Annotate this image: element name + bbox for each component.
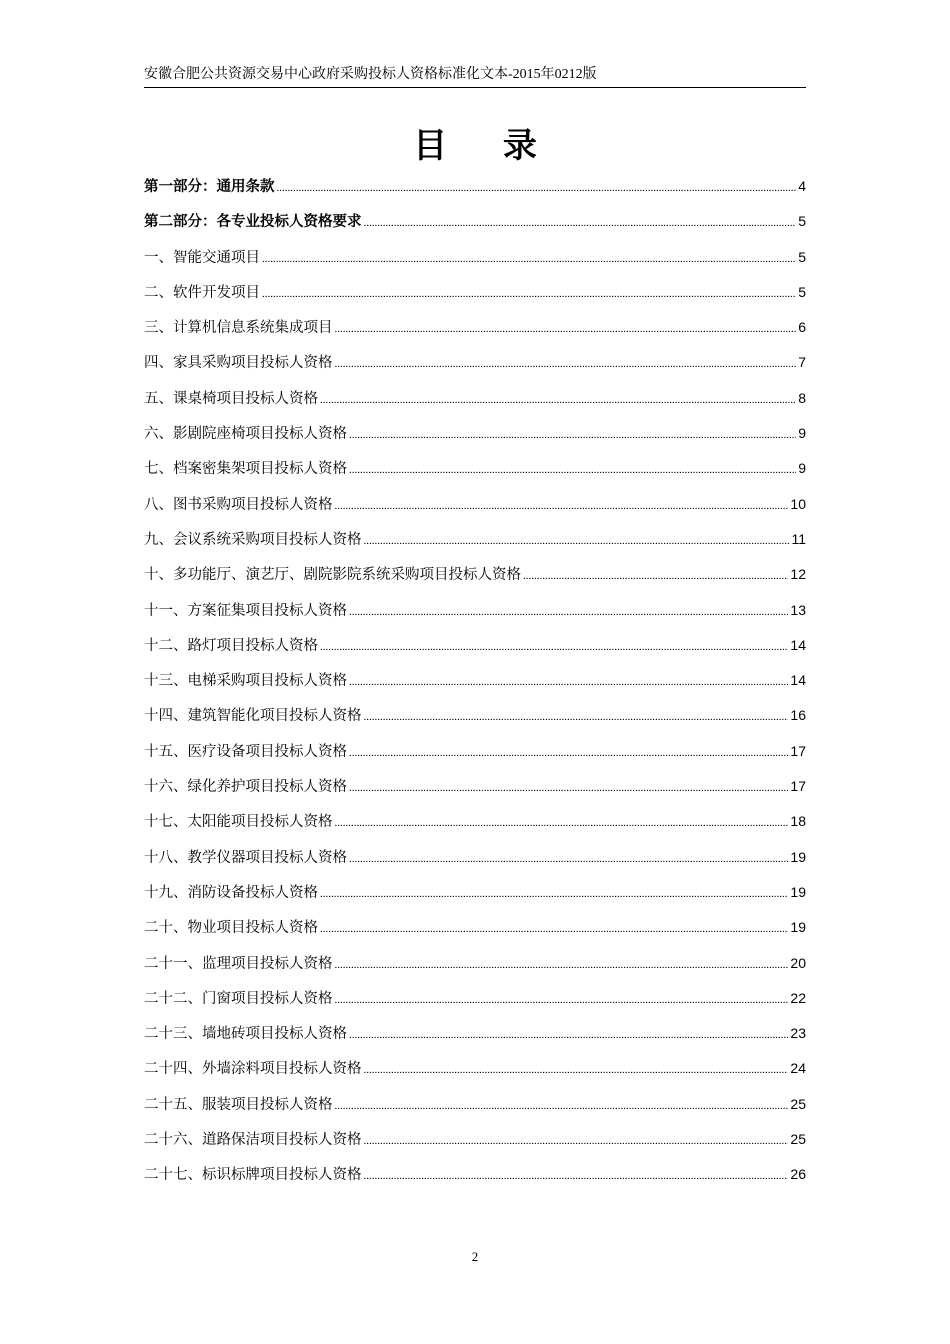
toc-entry-label: 七、档案密集架项目投标人资格: [144, 461, 347, 478]
toc-entry-page: 13: [790, 601, 806, 618]
toc-dot-leader: [277, 176, 797, 200]
toc-entry-label: 十三、电梯采购项目投标人资格: [144, 673, 347, 690]
toc-dot-leader: [320, 635, 788, 659]
toc-dot-leader: [335, 1094, 789, 1118]
toc-entry-label: 五、课桌椅项目投标人资格: [144, 390, 318, 407]
toc-entry-label: 九、会议系统采购项目投标人资格: [144, 531, 362, 548]
toc-dot-leader: [320, 917, 788, 941]
toc-dot-leader: [364, 705, 789, 729]
toc-entry-label: 十七、太阳能项目投标人资格: [144, 814, 333, 831]
toc-dot-leader: [364, 1129, 789, 1153]
toc-entry-label: 十、多功能厅、演艺厅、剧院影院系统采购项目投标人资格: [144, 567, 521, 584]
toc-entry-page: 17: [790, 742, 806, 759]
toc-dot-leader: [364, 529, 790, 553]
toc-dot-leader: [349, 1023, 788, 1047]
toc-entry-label: 十六、绿化养护项目投标人资格: [144, 779, 347, 796]
toc-entry[interactable]: [144, 350, 806, 385]
header-divider: [144, 87, 806, 88]
toc-entry-label: 十九、消防设备投标人资格: [144, 884, 318, 901]
toc-entry[interactable]: [144, 315, 806, 350]
toc-entry[interactable]: [144, 527, 806, 562]
toc-entry-label: 二十六、道路保洁项目投标人资格: [144, 1132, 362, 1149]
toc-entry[interactable]: [144, 1127, 806, 1162]
toc-entry-page: 9: [798, 425, 806, 442]
toc-entry-label: 十八、教学仪器项目投标人资格: [144, 849, 347, 866]
toc-dot-leader: [349, 670, 788, 694]
toc-entry-page: 25: [790, 1095, 806, 1112]
toc-dot-leader: [364, 1164, 789, 1188]
toc-entry-page: 7: [798, 354, 806, 371]
toc-entry[interactable]: [144, 386, 806, 421]
toc-entry[interactable]: [144, 562, 806, 597]
toc-entry-page: 22: [790, 989, 806, 1006]
toc-dot-leader: [335, 811, 789, 835]
toc-entry-page: 9: [798, 460, 806, 477]
page-number: 2: [471, 1249, 479, 1264]
toc-entry-page: 5: [798, 283, 806, 300]
toc-entry[interactable]: [144, 915, 806, 950]
toc-dot-leader: [335, 988, 789, 1012]
toc-entry-page: 14: [790, 636, 806, 653]
toc-dot-leader: [335, 953, 789, 977]
toc-entry-label: 十一、方案征集项目投标人资格: [144, 602, 347, 619]
toc-entry[interactable]: [144, 209, 806, 244]
toc-entry-label: 二十五、服装项目投标人资格: [144, 1096, 333, 1113]
toc-entry[interactable]: [144, 456, 806, 491]
toc-dot-leader: [320, 388, 796, 412]
toc-entry[interactable]: [144, 633, 806, 668]
toc-entry-page: 24: [790, 1060, 806, 1077]
toc-entry[interactable]: [144, 1092, 806, 1127]
toc-entry-page: 20: [790, 954, 806, 971]
toc-dot-leader: [349, 776, 788, 800]
toc-entry-page: 19: [790, 848, 806, 865]
toc-entry-label: 第一部分：通用条款: [144, 179, 275, 195]
toc-entry[interactable]: [144, 245, 806, 280]
toc-entry[interactable]: [144, 598, 806, 633]
toc-dot-leader: [349, 600, 788, 624]
toc-entry-page: 17: [790, 778, 806, 795]
toc-dot-leader: [523, 564, 788, 588]
toc-entry[interactable]: [144, 1021, 806, 1056]
toc-dot-leader: [349, 423, 796, 447]
toc-dot-leader: [364, 1058, 789, 1082]
toc-entry[interactable]: [144, 880, 806, 915]
toc-entry-label: 第二部分：各专业投标人资格要求: [144, 214, 362, 231]
toc-dot-leader: [335, 352, 797, 376]
toc-entry-page: 18: [790, 813, 806, 830]
toc-entry-page: 10: [790, 495, 806, 512]
table-of-contents: [144, 174, 806, 1198]
toc-entry-label: 二十二、门窗项目投标人资格: [144, 990, 333, 1007]
toc-entry-label: 十二、路灯项目投标人资格: [144, 637, 318, 654]
toc-entry-page: 4: [798, 178, 806, 194]
toc-entry-label: 四、家具采购项目投标人资格: [144, 355, 333, 372]
running-header: 安徽合肥公共资源交易中心政府采购投标人资格标准化文本-2015年0212版: [144, 67, 597, 82]
toc-entry[interactable]: [144, 1056, 806, 1091]
toc-entry-label: 一、智能交通项目: [144, 249, 260, 266]
toc-dot-leader: [262, 247, 796, 271]
toc-dot-leader: [335, 494, 789, 518]
toc-entry-label: 六、影剧院座椅项目投标人资格: [144, 426, 347, 443]
toc-entry-page: 8: [798, 389, 806, 406]
toc-entry-label: 二十三、墙地砖项目投标人资格: [144, 1026, 347, 1043]
toc-dot-leader: [320, 882, 788, 906]
toc-entry-page: 11: [791, 530, 806, 547]
toc-entry[interactable]: [144, 174, 806, 209]
toc-entry-label: 二十一、监理项目投标人资格: [144, 955, 333, 972]
toc-entry-label: 二十四、外墙涂料项目投标人资格: [144, 1061, 362, 1078]
toc-entry[interactable]: [144, 845, 806, 880]
toc-entry[interactable]: [144, 809, 806, 844]
toc-entry-page: 23: [790, 1025, 806, 1042]
toc-entry-label: 二、软件开发项目: [144, 284, 260, 301]
toc-entry[interactable]: [144, 739, 806, 774]
toc-entry-page: 19: [790, 883, 806, 900]
toc-entry-page: 16: [790, 707, 806, 724]
toc-title: 目 录: [413, 126, 559, 166]
toc-entry-page: 6: [798, 319, 806, 336]
toc-entry-page: 14: [790, 672, 806, 689]
toc-entry[interactable]: [144, 1162, 806, 1197]
toc-entry[interactable]: [144, 703, 806, 738]
toc-entry-page: 25: [790, 1131, 806, 1148]
toc-entry[interactable]: [144, 986, 806, 1021]
toc-dot-leader: [335, 317, 797, 341]
toc-entry-page: 12: [790, 566, 806, 583]
toc-dot-leader: [349, 847, 788, 871]
toc-dot-leader: [349, 741, 788, 765]
toc-entry[interactable]: [144, 668, 806, 703]
toc-entry-label: 二十七、标识标牌项目投标人资格: [144, 1167, 362, 1184]
toc-entry-label: 十五、医疗设备项目投标人资格: [144, 743, 347, 760]
toc-entry-label: 十四、建筑智能化项目投标人资格: [144, 708, 362, 725]
toc-entry[interactable]: [144, 774, 806, 809]
toc-dot-leader: [364, 211, 797, 235]
toc-entry[interactable]: [144, 421, 806, 456]
toc-entry[interactable]: [144, 951, 806, 986]
toc-entry-page: 5: [798, 248, 806, 265]
toc-dot-leader: [262, 282, 796, 306]
toc-entry-label: 三、计算机信息系统集成项目: [144, 320, 333, 337]
toc-entry-page: 5: [798, 213, 806, 230]
toc-entry-label: 八、图书采购项目投标人资格: [144, 496, 333, 513]
toc-dot-leader: [349, 458, 796, 482]
toc-entry-page: 19: [790, 919, 806, 936]
toc-entry[interactable]: [144, 280, 806, 315]
toc-entry[interactable]: [144, 492, 806, 527]
toc-entry-label: 二十、物业项目投标人资格: [144, 920, 318, 937]
toc-entry-page: 26: [790, 1166, 806, 1183]
